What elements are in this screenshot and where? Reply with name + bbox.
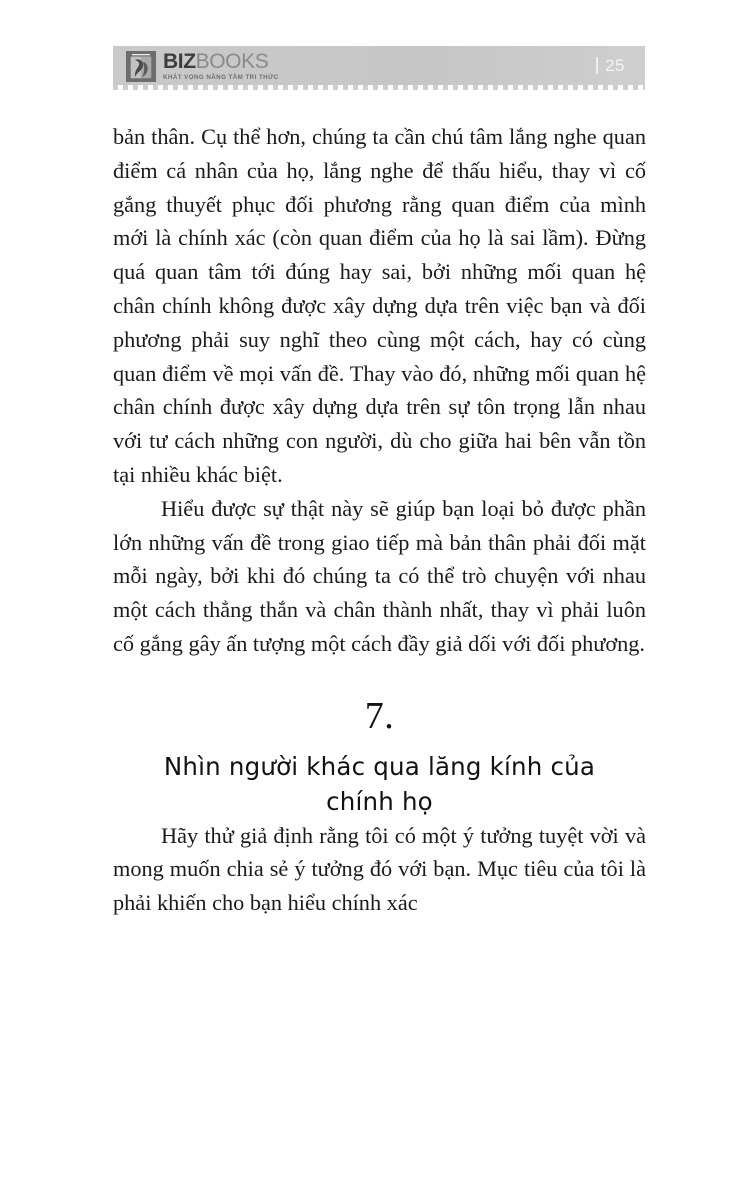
- page-number: 25: [605, 55, 625, 75]
- paragraph-continued: bản thân. Cụ thể hơn, chúng ta cần chú tâm lắng nghe quan điểm cá nhân của họ, lắng nghe để thấu hiểu, thay vì cố gắng thuyết phục đối phương rằng quan điểm của mình mới là chính xác (còn quan điểm của họ là sai lầm). Đừng quá quan tâm tới đúng hay sai, bởi những mối quan hệ chân chính không được xây dựng dựa trên việc bạn và đối phương phải suy nghĩ theo cùng một cách, hay có cùng quan điểm về mọi vấn đề. Thay vào đó, những mối quan hệ chân chính được xây dựng dựa trên sự tôn trọng lẫn nhau với tư cách những con người, dù cho giữa hai bên vẫn tồn tại nhiều khác biệt.: [113, 124, 646, 487]
- folio-separator-rule: [596, 57, 598, 74]
- brand-wordmark: [163, 51, 279, 72]
- paragraph-second: Hiểu được sự thật này sẽ giúp bạn loại bỏ được phần lớn những vấn đề trong giao tiếp mà bản thân phải đối mặt mỗi ngày, bởi khi đó chúng ta có thể trò chuyện với nhau một cách thẳng thắn và chân thành nhất, thay vì phải luôn cố gắng gây ấn tượng một cách đầy giả dối với đối phương.: [113, 495, 646, 656]
- brand-tagline: KHÁT VỌNG NÂNG TẦM TRI THỨC: [163, 73, 279, 81]
- page-folio: [596, 56, 645, 76]
- brand-wordmark-biz: BIZ: [163, 49, 196, 73]
- book-figure-icon: [126, 51, 156, 82]
- chapter-title: Nhìn người khác qua lăng kính của chính họ: [163, 751, 596, 816]
- publisher-logo: [113, 50, 279, 82]
- chapter-number: 7.: [364, 694, 395, 737]
- brand-wordmark-group: [163, 50, 279, 81]
- page-header-bar: [113, 46, 645, 85]
- brand-wordmark-books: BOOKS: [195, 49, 269, 73]
- text-column: [113, 120, 646, 920]
- chapter-heading: [113, 694, 646, 819]
- paragraph-chapter-opening: Hãy thử giả định rằng tôi có một ý tưởng tuyệt vời và mong muốn chia sẻ ý tưởng đó với bạn. Mục tiêu của tôi là phải khiến cho bạn hiểu chính xác: [113, 822, 646, 916]
